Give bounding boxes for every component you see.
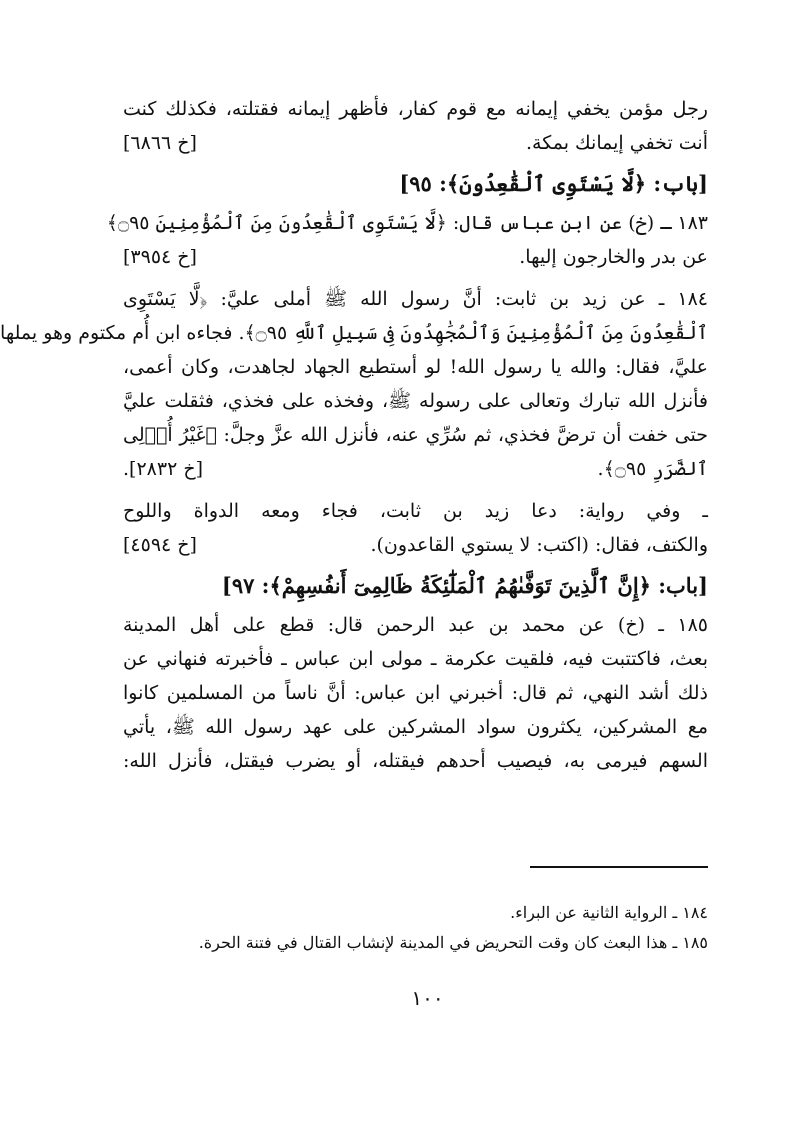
hadith-reference: [خ ٦٨٦٦] bbox=[123, 132, 197, 154]
text-line: مع المشركين، يكثرون سواد المشركين على عهد رسول الله ﷺ، يأتي bbox=[123, 716, 708, 738]
footnote-divider bbox=[530, 866, 708, 868]
text-segment: أنت تخفي إيمانك بمكة. bbox=[526, 132, 708, 154]
text-segment: عن بدر والخارجون إليها. bbox=[519, 246, 708, 268]
main-text bbox=[0, 92, 708, 778]
text-segment: ٱلضَّرَرِ ۝٩٥﴾. bbox=[597, 458, 708, 480]
hadith-reference: [خ ٣٩٥٤] bbox=[123, 246, 197, 268]
hadith-reference: [خ ٤٥٩٤] bbox=[123, 534, 197, 556]
text-line: بعث، فاكتتبت فيه، فلقيت عكرمة ـ مولى ابن عباس ـ فأخبرته فنهاني عن bbox=[123, 648, 708, 670]
text-line: ذلك أشد النهي، ثم قال: أخبرني ابن عباس: أنَّ ناساً من المسلمين كانوا bbox=[123, 682, 708, 704]
text-line bbox=[123, 240, 708, 274]
text-line: حتى خفت أن ترضَّ فخذي، ثم سُرِّي عنه، فأنزل الله عزَّ وجلَّ: ﴿غَيْرُ أُو۟لِى bbox=[123, 424, 708, 446]
text-line: رجل مؤمن يخفي إيمانه مع قوم كفار، فأظهر إيمانه فقتلته، فكذلك كنت bbox=[123, 98, 708, 120]
page-number: ١٠٠ bbox=[411, 986, 444, 1010]
text-line: ـ وفي رواية: دعا زيد بن ثابت، فجاء ومعه الدواة واللوح bbox=[123, 500, 708, 522]
text-line: ١٨٥ ـ (خ) عن محمد بن عبد الرحمن قال: قطع على أهل المدينة bbox=[123, 614, 708, 636]
hadith-reference: [خ ٢٨٣٢]. bbox=[123, 458, 203, 480]
text-line: ١٨٣ ـ (خ) عن ابن عباس قال: ﴿لَّا يَسْتَوِى ٱلْقَٰعِدُونَ مِنَ ٱلْمُؤْمِنِينَ ۝٩٥﴾ bbox=[106, 212, 708, 234]
text-line bbox=[123, 452, 708, 486]
text-line: السهم فيرمى به، فيصيب أحدهم فيقتله، أو يضرب فيقتل، فأنزل الله: bbox=[123, 750, 708, 772]
footnote: ١٨٥ ـ هذا البعث كان وقت التحريض في المدينة لإنشاب القتال في فتنة الحرة. bbox=[198, 933, 708, 952]
chapter-heading: [باب: ﴿إِنَّ ٱلَّذِينَ تَوَفَّىٰهُمُ ٱلْمَلَٰٓئِكَةُ ظَالِمِىٓ أَنفُسِهِمْ﴾: ٩٧] bbox=[221, 573, 708, 598]
footnote: ١٨٤ ـ الرواية الثانية عن البراء. bbox=[510, 903, 708, 922]
text-line: عليَّ، فقال: والله يا رسول الله! لو أستطيع الجهاد لجاهدت، وكان أعمى، bbox=[123, 356, 708, 378]
text-line: فأنزل الله تبارك وتعالى على رسوله ﷺ، وفخذه على فخذي، فثقلت عليَّ bbox=[123, 390, 708, 412]
text-line: ٱلْقَٰعِدُونَ مِنَ ٱلْمُؤْمِنِينَ وَٱلْمُجَٰهِدُونَ فِى سَبِيلِ ٱللَّهِ ۝٩٥﴾. فجاءه ابن أُم مكتوم وهو يملها bbox=[0, 322, 708, 344]
footnotes bbox=[123, 898, 708, 958]
text-line: ١٨٤ ـ عن زيد بن ثابت: أنَّ رسول الله ﷺ أملى عليَّ: ﴿لَّا يَسْتَوِى bbox=[123, 288, 708, 310]
chapter-heading: [باب: ﴿لَّا يَسْتَوِى ٱلْقَٰعِدُونَ﴾: ٩٥] bbox=[399, 171, 708, 196]
text-line bbox=[123, 126, 708, 160]
text-line bbox=[123, 528, 708, 562]
text-segment: والكتف، فقال: (اكتب: لا يستوي القاعدون). bbox=[370, 534, 708, 556]
